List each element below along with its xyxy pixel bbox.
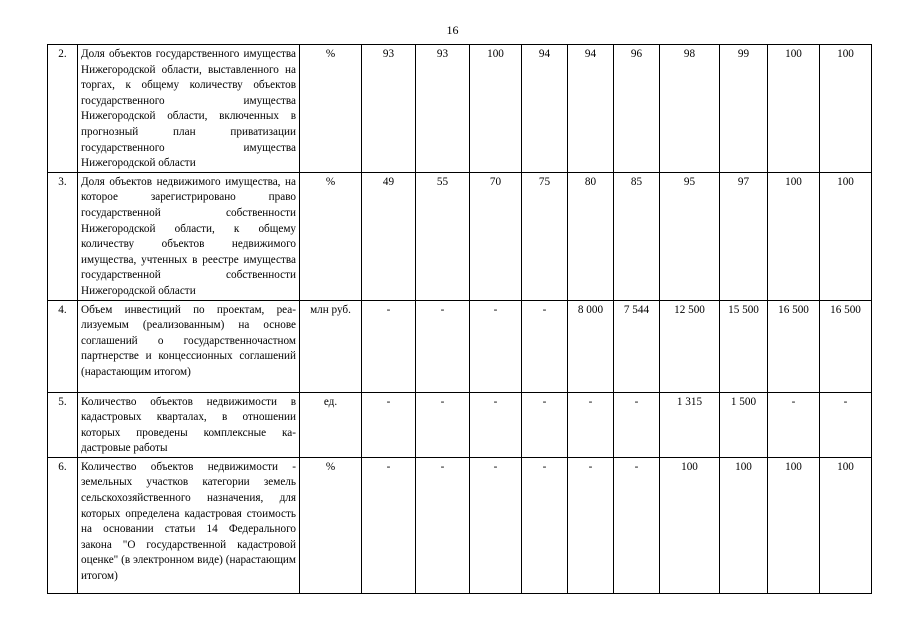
value-cell: 49 bbox=[362, 172, 416, 300]
value-cell: - bbox=[820, 392, 872, 457]
value-cell: 94 bbox=[568, 45, 614, 173]
value-cell: 70 bbox=[470, 172, 522, 300]
value-cell: - bbox=[568, 392, 614, 457]
value-cell: - bbox=[522, 457, 568, 593]
value-cell: 55 bbox=[416, 172, 470, 300]
unit-cell: % bbox=[300, 45, 362, 173]
table-row bbox=[48, 392, 872, 457]
table-row bbox=[48, 300, 872, 392]
value-cell: 97 bbox=[720, 172, 768, 300]
indicator-name: Количество объектов недвижимости в кадастровых кварталах, в отношении которых проведены комплексные кадастровые работы bbox=[78, 392, 300, 457]
indicator-name: Объем инвестиций по проектам, реализуемым (реализованным) на основе соглашений о государственночастном партнерстве и концессионных соглашений (нарастающим итогом) bbox=[78, 300, 300, 392]
value-cell: 100 bbox=[820, 45, 872, 173]
value-cell: 100 bbox=[768, 172, 820, 300]
unit-cell: ед. bbox=[300, 392, 362, 457]
value-cell: 99 bbox=[720, 45, 768, 173]
unit-cell: % bbox=[300, 172, 362, 300]
value-cell: - bbox=[362, 392, 416, 457]
value-cell: 12 500 bbox=[660, 300, 720, 392]
value-cell: 75 bbox=[522, 172, 568, 300]
value-cell: - bbox=[362, 457, 416, 593]
table-row bbox=[48, 172, 872, 300]
value-cell: 80 bbox=[568, 172, 614, 300]
value-cell: 16 500 bbox=[820, 300, 872, 392]
value-cell: 98 bbox=[660, 45, 720, 173]
indicators-table bbox=[47, 44, 872, 594]
row-number: 6. bbox=[48, 457, 78, 593]
value-cell: - bbox=[362, 300, 416, 392]
value-cell: - bbox=[614, 457, 660, 593]
value-cell: - bbox=[522, 300, 568, 392]
indicator-name: Количество объектов недвижимости - земельных участков категории земель сельскохозяйственного назначения, для которых определена кадастровая стоимость на основании статьи 14 Федерального закона "О государственной кадастровой оценке" (в электронном виде) (нарастающим итогом) bbox=[78, 457, 300, 593]
value-cell: 93 bbox=[362, 45, 416, 173]
value-cell: 100 bbox=[470, 45, 522, 173]
value-cell: 100 bbox=[720, 457, 768, 593]
value-cell: 100 bbox=[660, 457, 720, 593]
value-cell: 15 500 bbox=[720, 300, 768, 392]
value-cell: 100 bbox=[768, 45, 820, 173]
table-row bbox=[48, 457, 872, 593]
value-cell: 16 500 bbox=[768, 300, 820, 392]
value-cell: - bbox=[470, 300, 522, 392]
value-cell: - bbox=[416, 457, 470, 593]
value-cell: 95 bbox=[660, 172, 720, 300]
value-cell: 100 bbox=[820, 172, 872, 300]
value-cell: 96 bbox=[614, 45, 660, 173]
table-row bbox=[48, 45, 872, 173]
row-number: 4. bbox=[48, 300, 78, 392]
value-cell: - bbox=[470, 392, 522, 457]
row-number: 5. bbox=[48, 392, 78, 457]
page-number: 16 bbox=[446, 23, 459, 37]
value-cell: - bbox=[416, 392, 470, 457]
indicator-name: Доля объектов недвижимого имущества, на которое зарегистрировано право государственной собственности Нижегородской области, к общему количеству объектов недвижимого имущества, учтенных в реестре имущества государственной собственности Нижегородской области bbox=[78, 172, 300, 300]
value-cell: - bbox=[470, 457, 522, 593]
indicator-name: Доля объектов государственного имущества Нижегородской области, выставленного на торгах, к общему количеству объектов государственного имущества Нижегородской области, включенных в прогнозный план приватизации государственного имущества Нижегородской области bbox=[78, 45, 300, 173]
unit-cell: млн руб. bbox=[300, 300, 362, 392]
value-cell: - bbox=[416, 300, 470, 392]
value-cell: 93 bbox=[416, 45, 470, 173]
value-cell: - bbox=[768, 392, 820, 457]
unit-cell: % bbox=[300, 457, 362, 593]
value-cell: - bbox=[614, 392, 660, 457]
value-cell: 94 bbox=[522, 45, 568, 173]
value-cell: 1 500 bbox=[720, 392, 768, 457]
value-cell: 85 bbox=[614, 172, 660, 300]
value-cell: - bbox=[568, 457, 614, 593]
value-cell: 100 bbox=[820, 457, 872, 593]
value-cell: 1 315 bbox=[660, 392, 720, 457]
value-cell: 100 bbox=[768, 457, 820, 593]
table-body bbox=[48, 45, 872, 594]
value-cell: 7 544 bbox=[614, 300, 660, 392]
value-cell: - bbox=[522, 392, 568, 457]
row-number: 3. bbox=[48, 172, 78, 300]
row-number: 2. bbox=[48, 45, 78, 173]
value-cell: 8 000 bbox=[568, 300, 614, 392]
